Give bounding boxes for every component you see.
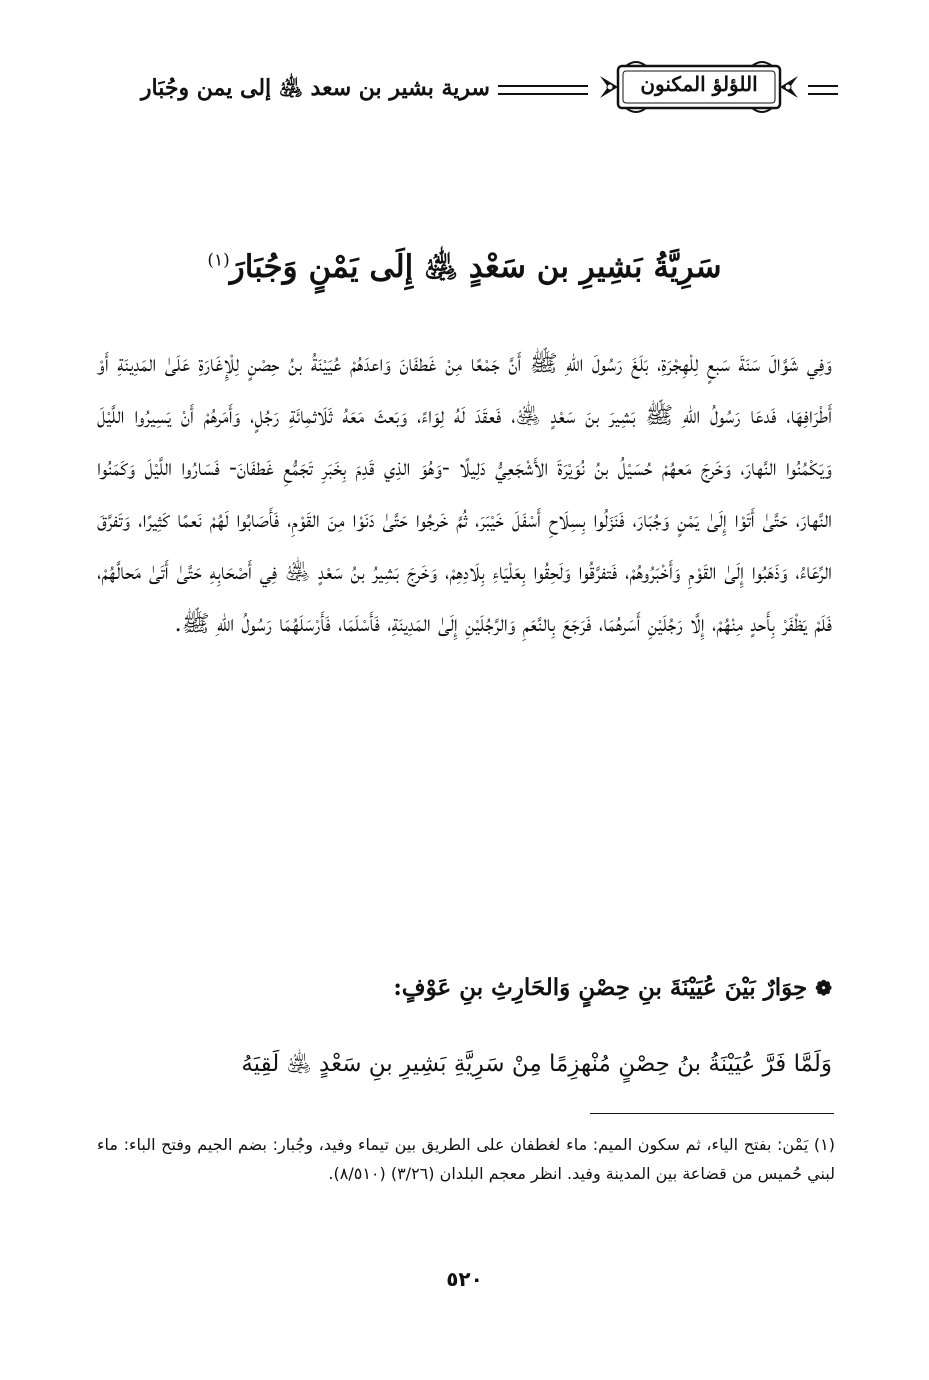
header-rule-middle [498, 85, 588, 95]
section-paragraph: وَلَمَّا فَرَّ عُيَيْنَةُ بنُ حِصْنٍ مُنْهزِمًا مِنْ سَرِيَّةِ بَشِيرِ بنِ سَعْدٍ ﵁ لَقِيَهُ [241, 1051, 832, 1077]
title-text: سَرِيَّةُ بَشِيرِ بن سَعْدٍ ﵁ إِلَى يَمْنٍ وَجُبَارَ [229, 249, 722, 285]
section-heading-text: حِوَارٌ بَيْنَ عُيَيْنَةَ بنِ حِصْنٍ وَالحَارِثِ بنِ عَوْفٍ: [393, 974, 808, 1001]
flower-bullet-icon: ❁ [815, 976, 832, 1000]
title-footnote-marker: (١) [207, 250, 230, 271]
book-title: اللؤلؤ المكنون [640, 72, 758, 96]
section-heading [97, 974, 832, 1001]
book-title-cartouche [596, 58, 802, 116]
main-paragraph: وَفِي شَوَّالَ سَنَةَ سَبعٍ لِلْهِجْرَةِ، بَلَغَ رَسُولَ اللهِ ﷺ أَنَّ جَمْعًا مِنْ غَطفَانَ وَاعدَهُمْ عُيَيْنَةُ بنُ حِصْنٍ لِلْإِغَارَةِ عَلَىٰ المَدِينَةِ أَوْ أَطْرَافِهَا، فَدعَا رَسُولُ اللهِ ﷺ بَشِيرَ بنَ سَعْدٍ ﵁، فَعقَدَ لَهُ لِوَاءً، وَبَعثَ مَعَهُ ثَلَاثمِائَةِ رَجُلٍ، وَأَمَرهُمْ أَنْ يَسِيرُوا اللَّيْلَ وَيَكْمُنُوا النَّهارَ، وَخَرجَ مَعهُمْ حُسَيْلُ بنُ نُوَيْرَةَ الأَشْجَعِيُّ دَلِيلًا -وَهُوَ الذِي قَدِمَ بِخَبَرِ تَجَمُّعِ غَطفَانَ- فَسَارُوا اللَّيْلَ وَكَمَنُوا النَّهارَ، حَتَّىٰ أَتَوْا إِلَىٰ يَمْنٍ وَجُبَارَ، فَنَزَلُوا بِسِلَاحِ أَسْفَلَ خَيْبَرَ، ثُمَّ خَرجُوا حَتَّىٰ دَنَوْا مِنَ القَوْمِ، فَأَصَابُوا لَهُمْ نَعمًا كَثِيرًا، وَتَفرَّقَ الرِّعَاءُ، وَذَهَبُوا إِلَىٰ القَوْمِ وَأَخْبَرُوهُمْ، فَتفرَّقُوا وَلَحِقُوا بِعَلْيَاءِ بِلَادِهِمْ، وَخَرجَ بَشِيرُ بنُ سَعْدٍ ﵁ فِي أَصْحَابِهِ حَتَّىٰ أَتَىٰ مَحالَّهُمْ، فَلَمْ يَظْفَرْ بِأَحدٍ مِنْهُمْ، إِلَّا رَجُلَيْنِ أَسَرهُمَا، فَرَجَعَ بِالنَّعَمِ وَالرَّجُلَيْنِ إِلَىٰ المَدِينَةِ، فَأَسْلَمَا، فَأَرْسَلَهُمَا رَسُولُ اللهِ ﷺ. [97, 351, 833, 637]
chapter-title: سرية بشير بن سعد ﵁ إلى يمن وجُبَار [140, 75, 490, 101]
running-header [88, 52, 838, 124]
footnote: (١) يَمْن: بفتح الياء، ثم سكون الميم: ماء لغطفان على الطريق بين تيماء وفيد، وجُبار: بضم الجيم وفتح الباء: ماء لبني حُميس من قضاعة بين المدينة وفيد. انظر معجم البلدان (٣/٢٦) (٨/٥١٠). [97, 1135, 835, 1183]
page-title [0, 248, 929, 293]
page-number: ٥٢٠ [446, 1267, 483, 1291]
footnote-separator [590, 1113, 834, 1114]
header-rule-right [808, 85, 838, 95]
